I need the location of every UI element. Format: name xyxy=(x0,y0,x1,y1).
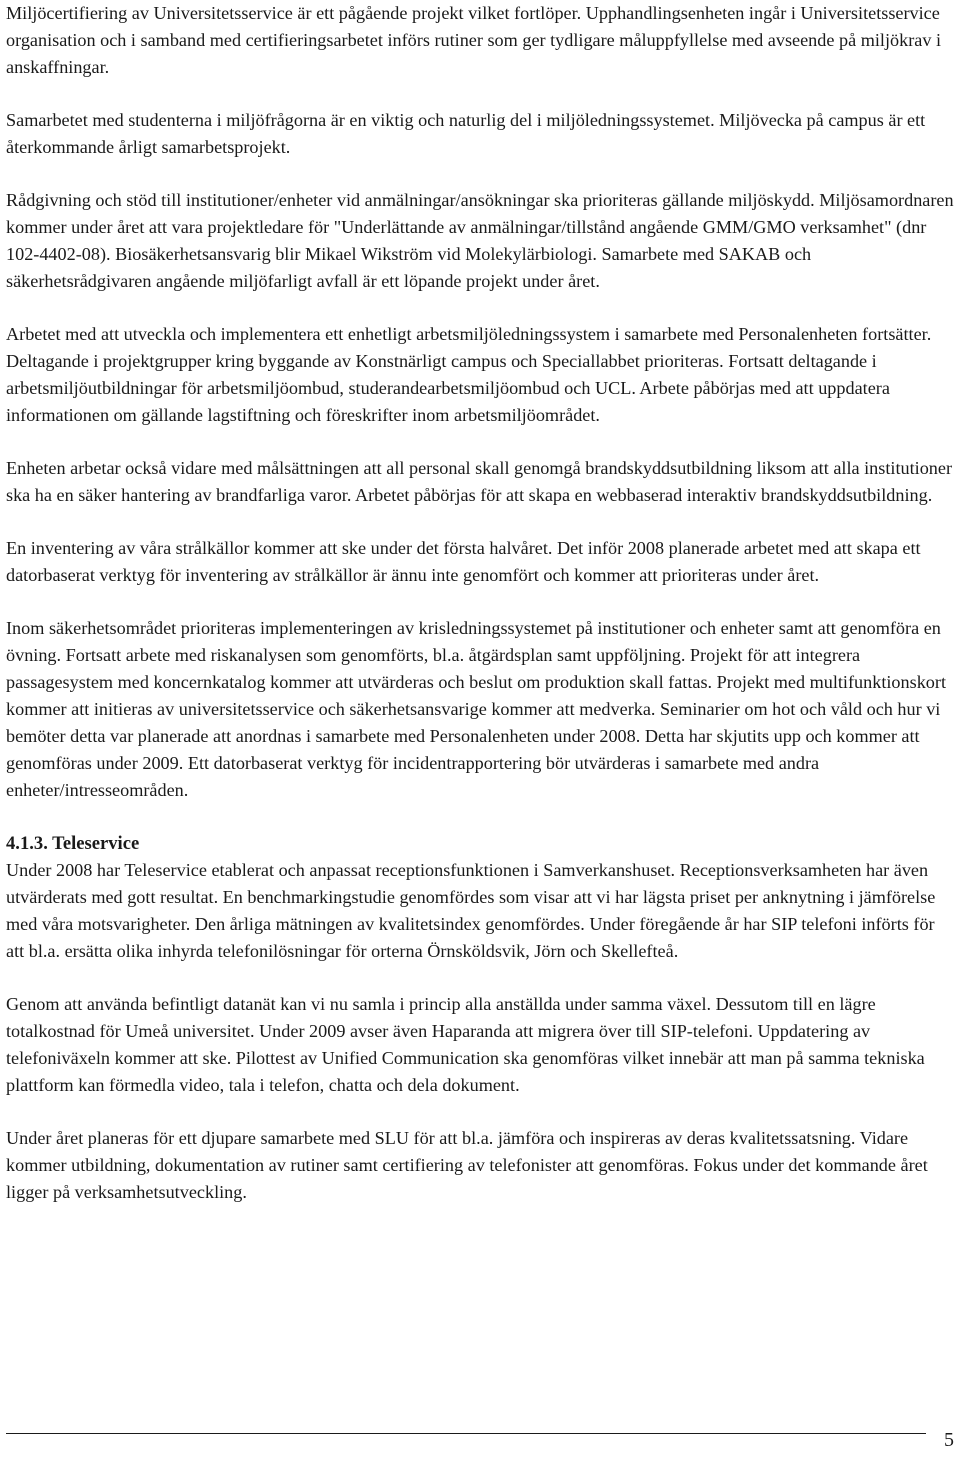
paragraph-teleservice-reception: Under 2008 har Teleservice etablerat och anpassat receptionsfunktionen i Samverkanshuset. Receptionsverksamheten har även utvärderats med gott resultat. En benchmarkingstudie genomfördes som visar att vi har lägsta priset per anknytning i jämförelse med våra motsvarigheter. Den årliga mätningen av kvalitetsindex genomfördes. Under föregående år har SIP telefoni införts för att bl.a. ersätta olika inhyrda telefonilösningar för orterna Örnsköldsvik, Jörn och Skellefteå. xyxy=(6,860,936,961)
paragraph-advisory-support: Rådgivning och stöd till institutioner/enheter vid anmälningar/ansökningar ska prioriteras gällande miljöskydd. Miljösamordnaren kommer under året att vara projektledare för "Underlättande av anmälningar/tillstånd angående GMM/GMO verksamhet" (dnr 102-4402-08). Biosäkerhetsansvarig blir Mikael Wikström vid Molekylärbiologi. Samarbete med SAKAB och säkerhetsrådgivaren angående miljöfarligt avfall är ett löpande projekt under året. xyxy=(6,190,954,291)
paragraph-work-environment: Arbetet med att utveckla och implementera ett enhetligt arbetsmiljöledningssystem i samarbete med Personalenheten fortsätter. Deltagande i projektgrupper kring byggande av Konstnärligt campus och Speciallabbet prioriteras. Fortsatt deltagande i arbetsmiljöutbildningar för arbetsmiljöombud, studerandearbetsmiljöombud och UCL. Arbete påbörjas med att uppdatera informationen om gällande lagstiftning och föreskrifter inom arbetsmiljöområdet. xyxy=(6,324,932,425)
paragraph-security: Inom säkerhetsområdet prioriteras implementeringen av krisledningssystemet på institutioner och enheter samt att genomföra en övning. Fortsatt arbete med riskanalysen som genomförts, bl.a. åtgärdsplan samt uppföljning. Projekt för att integrera passagesystem med koncernkatalog kommer att utvärderas och beslut om produktion skall fattas. Projekt med multifunktionskort kommer att initieras av universitetsservice och säkerhetsansvarige kommer att medverka. Seminarier om hot och våld och hur vi bemöter detta var planerade att anordnas i samarbete med Personalenheten under 2008. Detta har skjutits upp och kommer att genomföras under 2009. Ett datorbaserat verktyg för incidentrapportering bör utvärderas i samarbete med andra enheter/intresseområden. xyxy=(6,618,946,800)
paragraph-teleservice-network: Genom att använda befintligt datanät kan vi nu samla i princip alla anställda under samma växel. Dessutom till en lägre totalkostnad för Umeå universitet. Under 2009 avser även Haparanda att migrera över till SIP-telefoni. Uppdatering av telefoniväxeln kommer att ske. Pilottest av Unified Communication ska genomföras vilket innebär att man på samma tekniska plattform kan förmedla video, tala i telefon, chatta och dela dokument. xyxy=(6,994,925,1095)
paragraph-environment-certification: Miljöcertifiering av Universitetsservice är ett pågående projekt vilket fortlöper. Upphandlingsenheten ingår i Universitetsservice organisation och i samband med certifieringsarbetet införs rutiner som ger tydligare måluppfyllelse med avseende på miljökrav i anskaffningar. xyxy=(6,3,942,77)
paragraph-fire-safety: Enheten arbetar också vidare med målsättningen att all personal skall genomgå brandskyddsutbildning liksom att alla institutioner ska ha en säker hantering av brandfarliga varor. Arbetet påbörjas för att skapa en webbaserad interaktiv brandskyddsutbildning. xyxy=(6,458,953,505)
footer-divider xyxy=(6,1433,926,1434)
document-body xyxy=(6,0,954,1206)
section-heading-teleservice: 4.1.3. Teleservice xyxy=(6,833,140,854)
page-number: 5 xyxy=(944,1429,954,1451)
paragraph-teleservice-slu: Under året planeras för ett djupare samarbete med SLU för att bl.a. jämföra och inspireras av deras kvalitetssatsning. Vidare kommer utbildning, dokumentation av rutiner samt certifiering av telefonister att genomföras. Fokus under det kommande året ligger på verksamhetsutveckling. xyxy=(6,1128,928,1202)
paragraph-student-cooperation: Samarbetet med studenterna i miljöfrågorna är en viktig och naturlig del i miljöledningssystemet. Miljövecka på campus är ett återkommande årligt samarbetsprojekt. xyxy=(6,110,926,157)
paragraph-radiation-sources: En inventering av våra strålkällor kommer att ske under det första halvåret. Det inför 2008 planerade arbetet med att skapa ett datorbaserat verktyg för inventering av strålkällor är ännu inte genomfört och kommer att prioriteras under året. xyxy=(6,538,921,585)
